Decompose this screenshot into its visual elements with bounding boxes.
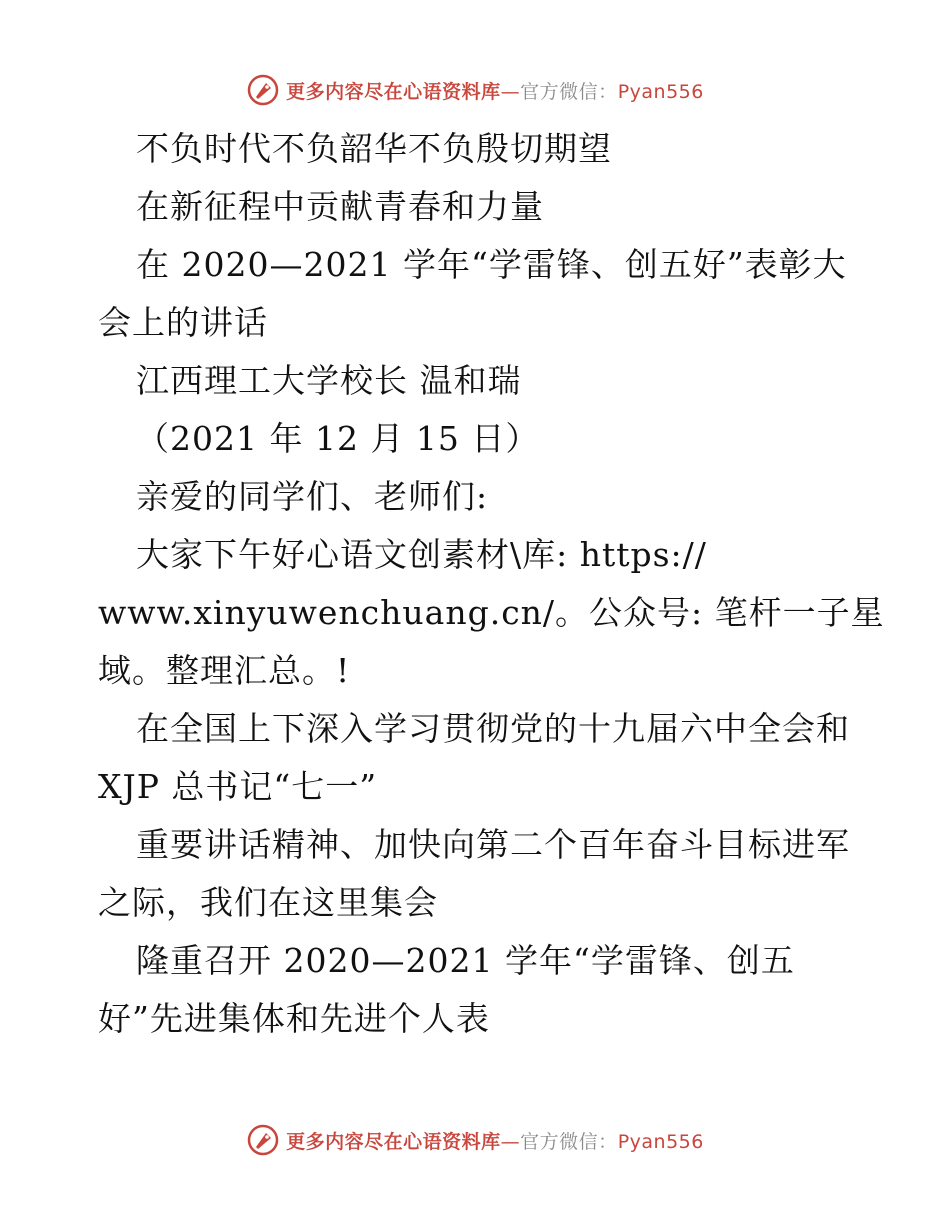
text-line: 在全国上下深入学习贯彻党的十九届六中全会和	[136, 709, 850, 748]
banner-separator: —	[500, 1130, 521, 1153]
text-line: 在新征程中贡献青春和力量	[136, 187, 544, 226]
text-line: 会上的讲话	[98, 303, 268, 342]
header-banner-text	[286, 77, 704, 104]
text-line: 亲爱的同学们、老师们:	[136, 477, 489, 516]
header-banner	[0, 70, 950, 110]
banner-wechat-id: Pyan556	[617, 1130, 704, 1153]
text-line: 好”先进集体和先进个人表	[98, 999, 490, 1038]
text-line: 隆重召开 2020—2021 学年“学雷锋、创五	[136, 941, 795, 980]
text-line: 不负时代不负韶华不负殷切期望	[136, 129, 612, 168]
banner-separator: —	[500, 80, 521, 103]
pen-nib-logo-icon	[246, 1123, 280, 1157]
text-line: 大家下午好心语文创素材\库: https://	[136, 535, 707, 574]
footer-banner-inner	[246, 1123, 704, 1157]
footer-banner-text	[286, 1127, 704, 1154]
banner-wechat-label: 官方微信：	[520, 1130, 618, 1153]
footer-banner	[0, 1120, 950, 1160]
text-line: 江西理工大学校长 温和瑞	[136, 361, 522, 400]
header-banner-inner	[246, 73, 704, 107]
text-line: （2021 年 12 月 15 日）	[136, 419, 540, 458]
text-line: 重要讲话精神、加快向第二个百年奋斗目标进军	[136, 825, 850, 864]
banner-wechat-id: Pyan556	[617, 80, 704, 103]
text-line: XJP 总书记“七一”	[98, 767, 378, 806]
banner-brand: 更多内容尽在心语资料库	[286, 80, 501, 103]
document-body	[98, 120, 885, 1048]
pen-nib-logo-icon	[246, 73, 280, 107]
text-line: 在 2020—2021 学年“学雷锋、创五好”表彰大	[136, 245, 847, 284]
text-line: 之际，我们在这里集会	[98, 883, 438, 922]
text-line: www.xinyuwenchuang.cn/。公众号: 笔杆一子星	[98, 593, 885, 632]
text-line: 域。整理汇总。!	[98, 651, 351, 690]
banner-brand: 更多内容尽在心语资料库	[286, 1130, 501, 1153]
banner-wechat-label: 官方微信：	[520, 80, 618, 103]
